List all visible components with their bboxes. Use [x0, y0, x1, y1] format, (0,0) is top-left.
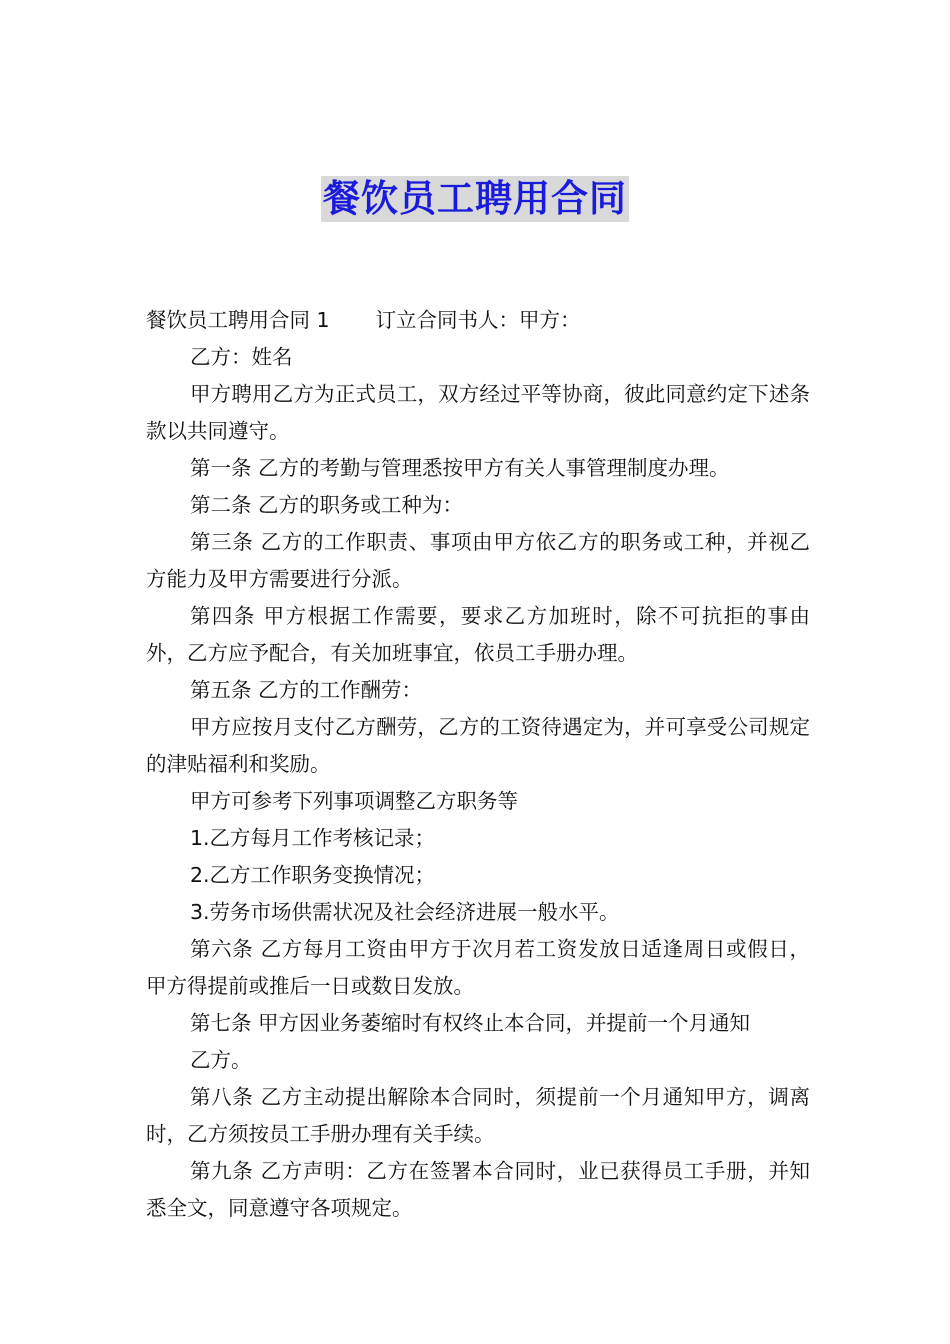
- document-title: 餐饮员工聘用合同: [323, 177, 627, 220]
- paragraph-intro: 甲方聘用乙方为正式员工，双方经过平等协商，彼此同意约定下述条款以共同遵守。: [146, 382, 810, 443]
- paragraph-article-7: [146, 1005, 810, 1079]
- list-item-1: 1.乙方每月工作考核记录；: [190, 826, 436, 850]
- contract-parties-label: 订立合同书人：甲方：: [375, 308, 581, 332]
- document-body: [146, 302, 810, 1227]
- paragraph-article-1: 第一条 乙方的考勤与管理悉按甲方有关人事管理制度办理。: [190, 456, 730, 480]
- list-item-2: 2.乙方工作职务变换情况；: [190, 863, 436, 887]
- article-7-line-1: 第七条 甲方因业务萎缩时有权终止本合同，并提前一个月通知: [190, 1011, 751, 1035]
- contract-number: 餐饮员工聘用合同 1: [146, 308, 330, 332]
- paragraph-article-5: 第五条 乙方的工作酬劳：: [190, 678, 423, 702]
- title-wrapper: [0, 176, 950, 222]
- heading-line: [146, 302, 810, 339]
- paragraph-adjustment: 甲方可参考下列事项调整乙方职务等: [190, 789, 518, 813]
- paragraph-article-2: 第二条 乙方的职务或工种为：: [190, 493, 464, 517]
- paragraph-article-6: 第六条 乙方每月工资由甲方于次月若工资发放日适逢周日或假日，甲方得提前或推后一日或数日发放。: [146, 937, 810, 998]
- paragraph-article-3: 第三条 乙方的工作职责、事项由甲方依乙方的职务或工种，并视乙方能力及甲方需要进行分派。: [146, 530, 810, 591]
- paragraph-article-4: 第四条 甲方根据工作需要，要求乙方加班时，除不可抗拒的事由外，乙方应予配合，有关加班事宜，依员工手册办理。: [146, 604, 810, 665]
- list-item-3: 3.劳务市场供需状况及社会经济进展一般水平。: [190, 900, 620, 924]
- paragraph-article-8: 第八条 乙方主动提出解除本合同时，须提前一个月通知甲方，调离时，乙方须按员工手册办理有关手续。: [146, 1085, 810, 1146]
- paragraph-salary: 甲方应按月支付乙方酬劳，乙方的工资待遇定为，并可享受公司规定的津贴福利和奖励。: [146, 715, 810, 776]
- paragraph-party-b: 乙方：姓名: [190, 345, 293, 369]
- paragraph-article-9: 第九条 乙方声明：乙方在签署本合同时，业已获得员工手册，并知悉全文，同意遵守各项规定。: [146, 1159, 810, 1220]
- article-7-line-2: 乙方。: [190, 1048, 252, 1072]
